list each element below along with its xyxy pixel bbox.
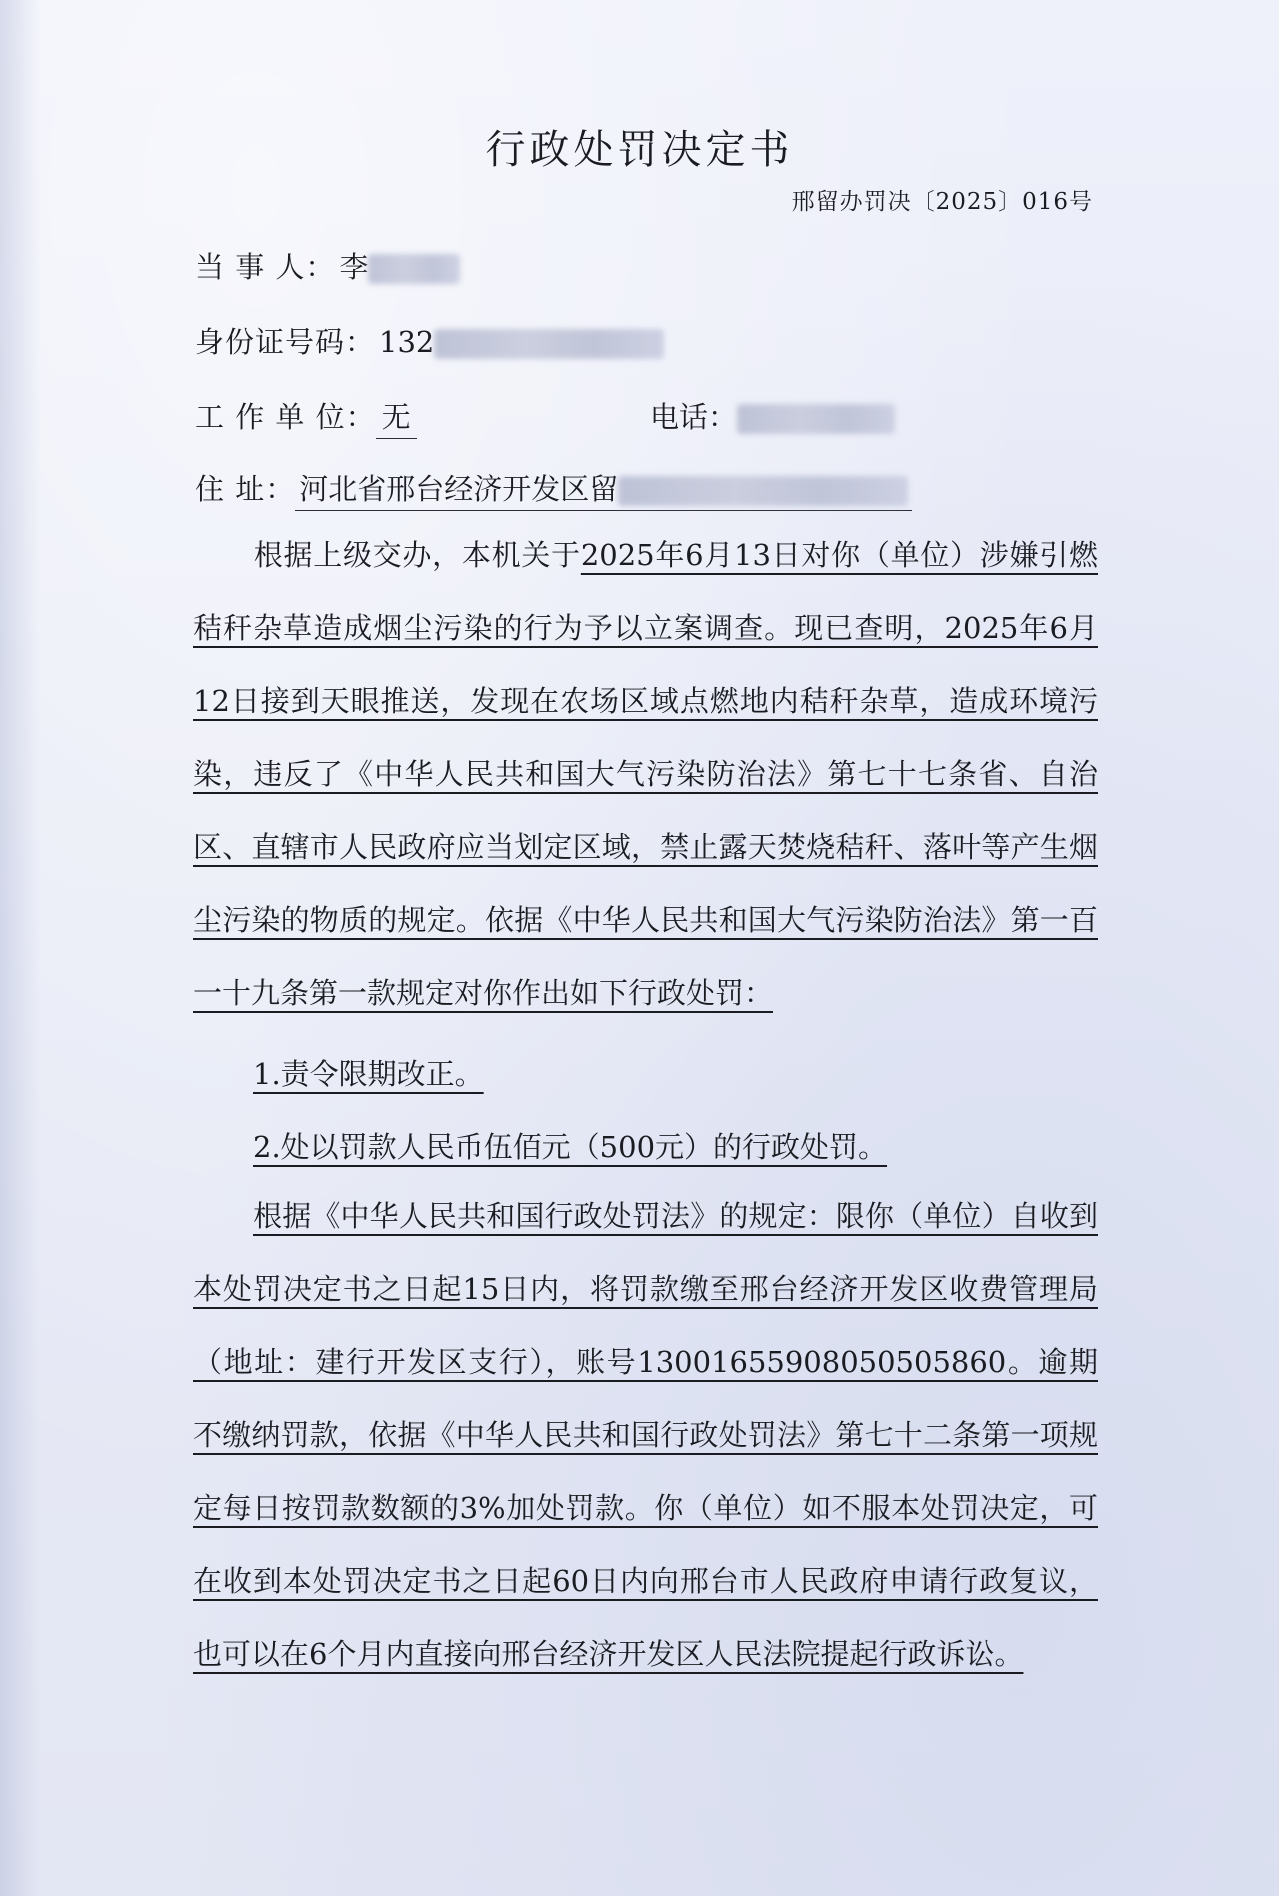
phone-row bbox=[650, 395, 895, 436]
phone-label: 电话： bbox=[650, 400, 738, 434]
id-number-visible: 132 bbox=[379, 325, 435, 359]
redaction-blur bbox=[434, 329, 664, 359]
paragraph1-lead: 根据上级交办，本机关于 bbox=[253, 538, 581, 572]
party-name-row bbox=[195, 245, 464, 288]
penalty-item-2: 2.处以罚款人民币伍佰元（500元）的行政处罚。 bbox=[253, 1130, 888, 1164]
employer-row bbox=[195, 395, 417, 439]
party-name-visible: 李 bbox=[339, 250, 369, 284]
paragraph1-body: 2025年6月13日对你（单位）涉嫌引燃秸秆杂草造成烟尘污染的行为予以立案调查。现已查明，2025年6月12日接到天眼推送，发现在农场区域点燃地内秸秆杂草，造成环境污染，违反了《中华人民共和国大气污染防治法》第七十七条省、自治区、直辖市人民政府应当划定区域，禁止露天焚烧秸秆、落叶等产生烟尘污染的物质的规定。依据《中华人民共和国大气污染防治法》第一百一十九条第一款规定对你作出如下行政处罚： bbox=[193, 538, 1098, 1010]
address-row bbox=[195, 467, 912, 511]
document-number: 邢留办罚决〔2025〕016号 bbox=[791, 189, 1093, 215]
redaction-blur bbox=[368, 254, 460, 284]
employer-label: 工 作 单 位： bbox=[195, 400, 376, 434]
penalty-item-1: 1.责令限期改正。 bbox=[253, 1057, 484, 1091]
party-name-value bbox=[335, 245, 464, 288]
id-number-row bbox=[195, 320, 668, 361]
address-value bbox=[295, 467, 912, 511]
document-title: 行政处罚决定书 bbox=[485, 127, 794, 173]
employer-value: 无 bbox=[376, 395, 417, 439]
party-name-label: 当 事 人： bbox=[195, 250, 336, 284]
payment-appeal-paragraph bbox=[193, 1180, 1098, 1691]
redaction-blur bbox=[618, 476, 908, 506]
id-number-value bbox=[375, 325, 668, 361]
address-label: 住 址： bbox=[195, 472, 296, 506]
redaction-blur bbox=[737, 404, 895, 434]
id-number-label: 身份证号码： bbox=[195, 325, 376, 359]
address-visible: 河北省邢台经济开发区留 bbox=[299, 472, 619, 506]
investigation-paragraph bbox=[193, 519, 1098, 1030]
paragraph2-body: 根据《中华人民共和国行政处罚法》的规定：限你（单位）自收到本处罚决定书之日起15日内，将罚款缴至邢台经济开发区收费管理局（地址：建行开发区支行），账号13001655908050505860。逾期不缴纳罚款，依据《中华人民共和国行政处罚法》第七十二条第一项规定每日按罚款数额的3%加处罚款。你（单位）如不服本处罚决定，可在收到本处罚决定书之日起60日内向邢台市人民政府申请行政复议，也可以在6个月内直接向邢台经济开发区人民法院提起行政诉讼。 bbox=[193, 1199, 1098, 1671]
page-shadow bbox=[0, 0, 40, 1896]
